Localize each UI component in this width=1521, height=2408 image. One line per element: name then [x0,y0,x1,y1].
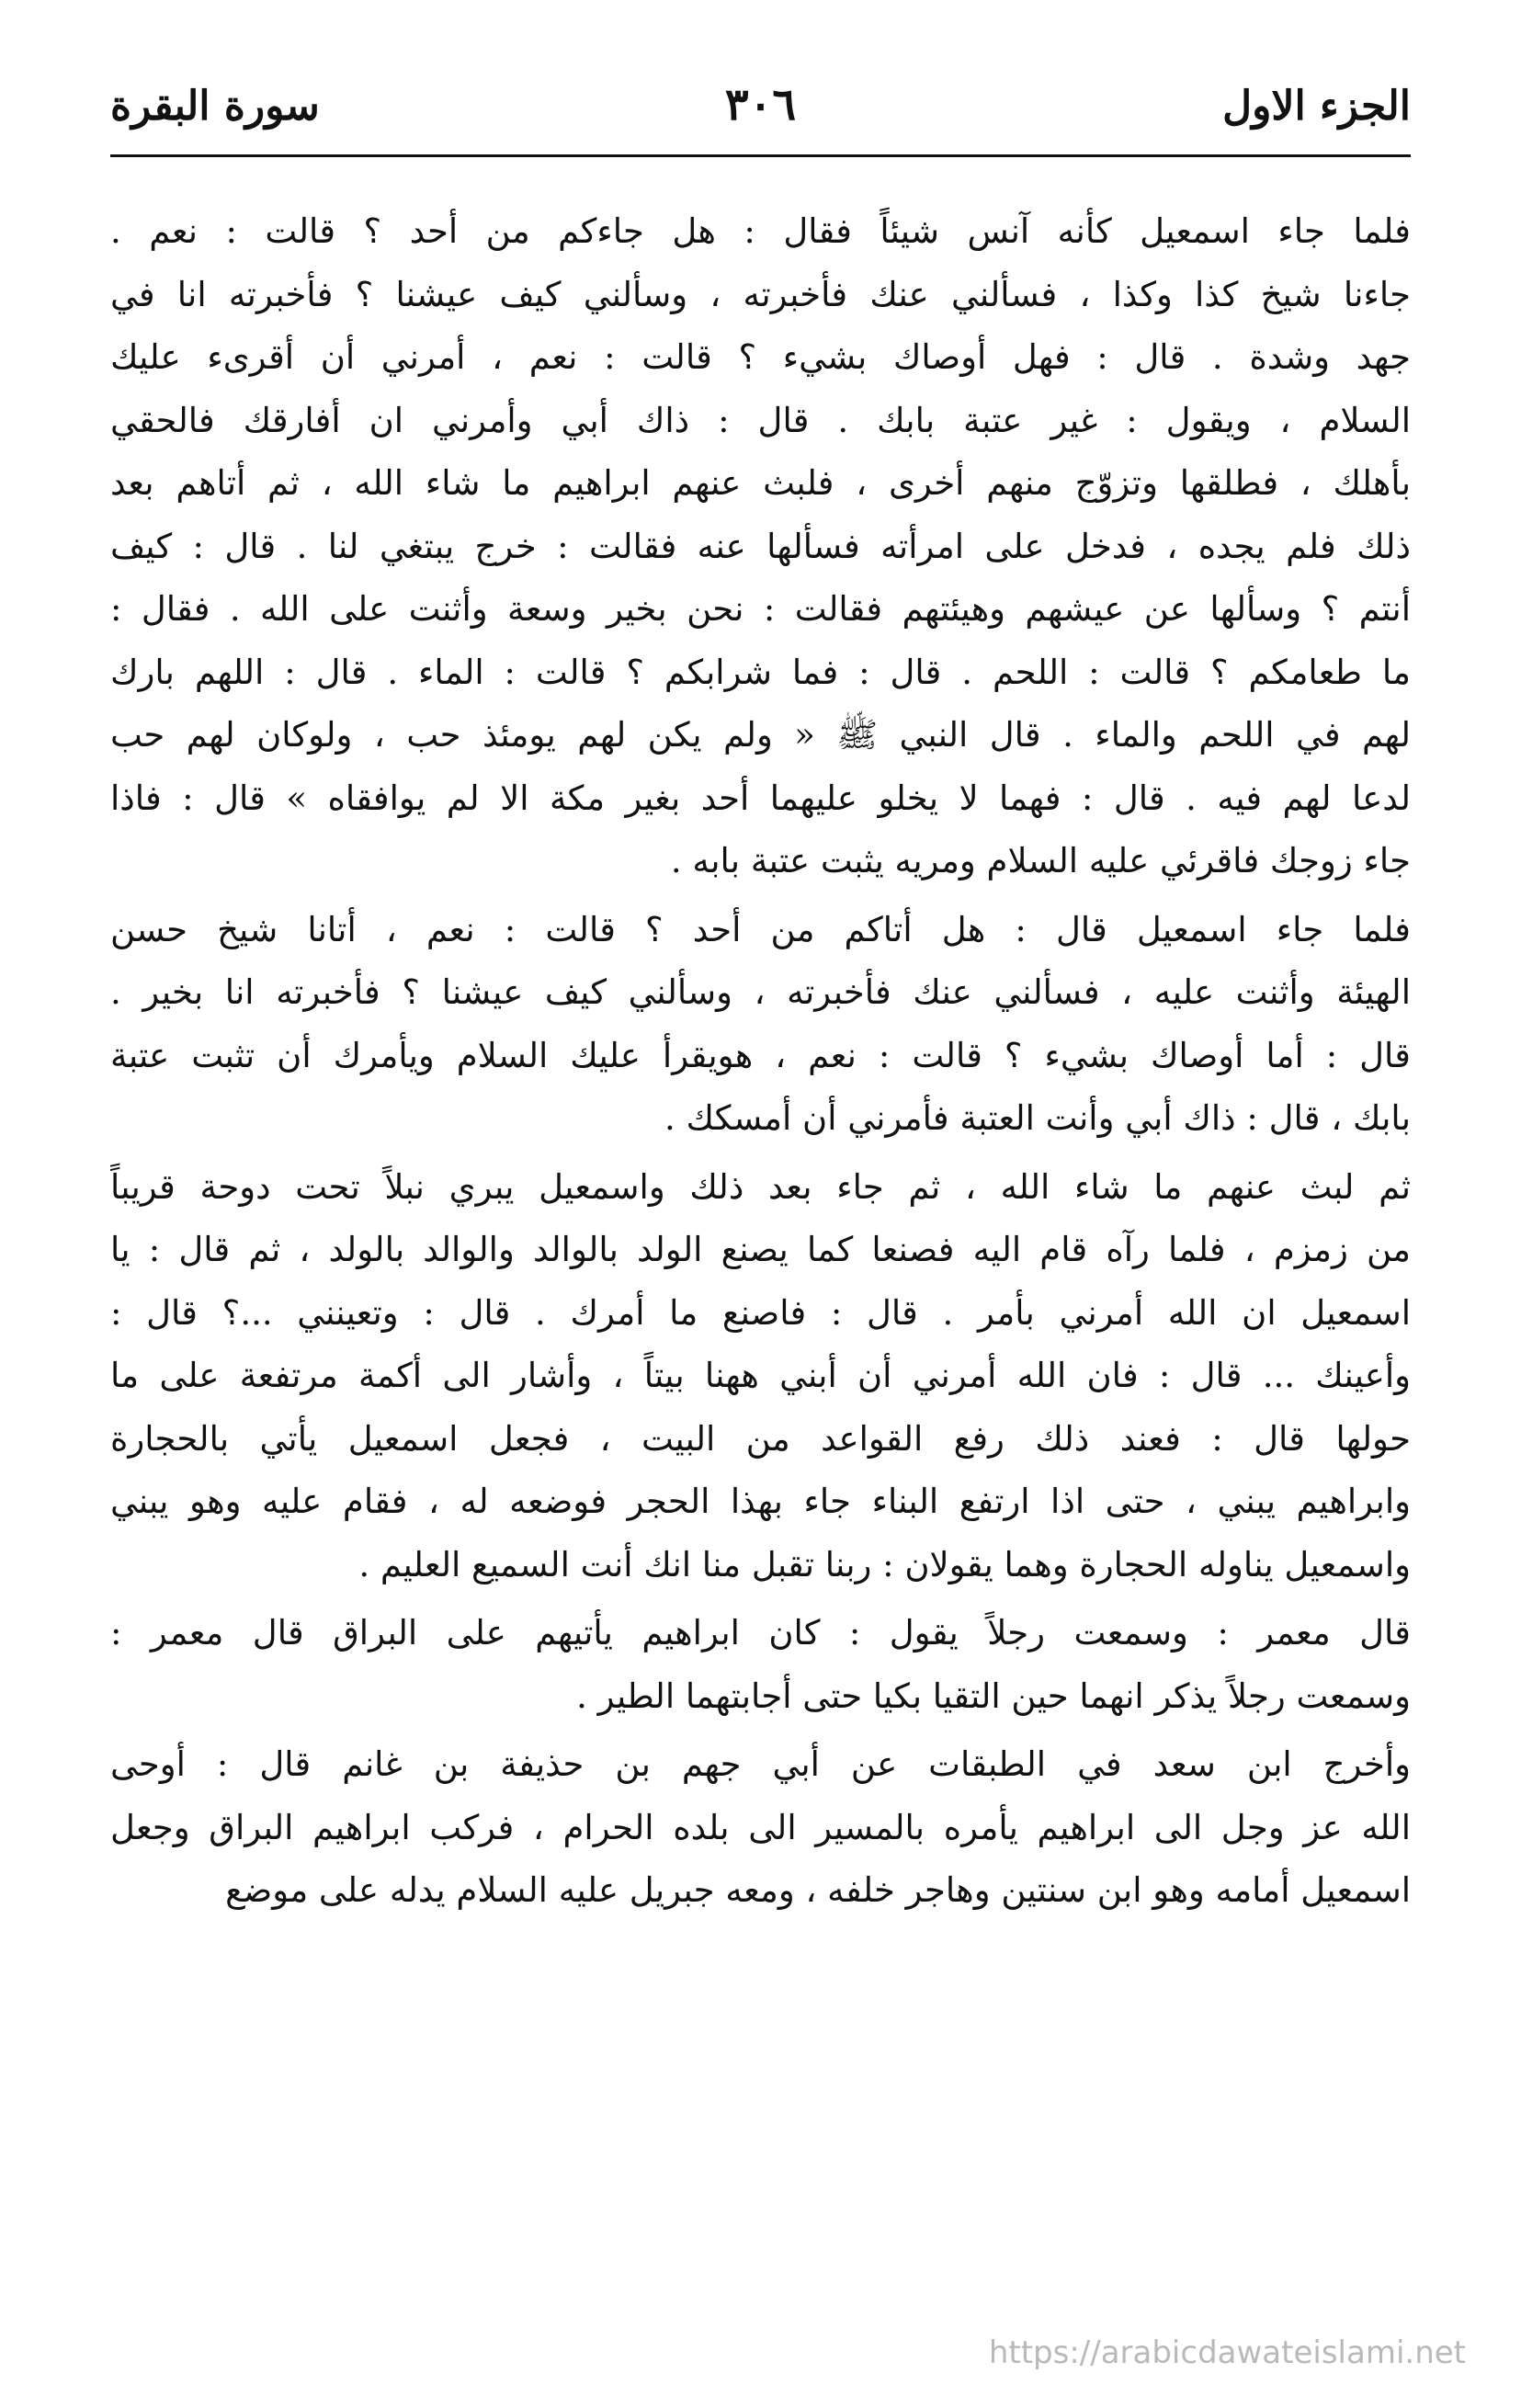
text-line: بأهلك ، فطلقها وتزوّج منهم أخرى ، فلبث عنهم ابراهيم ما شاء الله ، ثم أتاهم بعد [110,463,1411,503]
text-line: فلما جاء اسمعيل كأنه آنس شيئاً فقال : هل جاءكم من أحد ؟ قالت : نعم . [110,211,1411,251]
text-line: وأخرج ابن سعد في الطبقات عن أبي جهم بن حذيفة بن غانم قال : أوحى [110,1744,1411,1784]
paragraph [110,1733,1411,1923]
page-number: ٣٠٦ [724,79,797,131]
text-line: الهيئة وأثنت عليه ، فسألني عنك فأخبرته ، وسألني كيف عيشنا ؟ فأخبرته انا بخير . [110,972,1411,1012]
text-line: قال : أما أوصاك بشيء ؟ قالت : نعم ، هويقرأ عليك السلام ويأمرك أن تثبت عتبة [110,1035,1411,1075]
text-line: أنتم ؟ وسألها عن عيشهم وهيئتهم فقالت : نحن بخير وسعة وأثنت على الله . فقال : [110,589,1411,629]
text-line: وسمعت رجلاً يذكر انهما حين التقيا بكيا حتى أجابتهما الطير . [576,1675,1411,1716]
text-line: جاءنا شيخ كذا وكذا ، فسألني عنك فأخبرته ، وسألني كيف عيشنا ؟ فأخبرته انا في [110,274,1411,314]
text-line: من زمزم ، فلما رآه قام اليه فصنعا كما يصنع الولد بالوالد والوالد بالولد ، ثم قال : يا [110,1230,1411,1269]
text-line: السلام ، ويقول : غير عتبة بابك . قال : ذاك أبي وأمرني ان أفارقك فالحقي [110,400,1411,440]
watermark-url: https://arabicdawateislami.net [988,2334,1466,2371]
page-body [110,200,1411,1928]
text-line: اسمعيل أمامه وهو ابن سنتين وهاجر خلفه ، ومعه جبريل عليه السلام يدله على موضع [225,1870,1411,1910]
text-line: جاء زوجك فاقرئي عليه السلام ومريه يثبت عتبة بابه . [670,841,1411,880]
text-line: لهم في اللحم والماء . قال النبي ﷺ « ولم يكن لهم يومئذ حب ، ولوكان لهم حب [110,715,1411,755]
text-line: ثم لبث عنهم ما شاء الله ، ثم جاء بعد ذلك واسمعيل يبري نبلاً تحت دوحة قريباً [110,1166,1411,1207]
text-line: ذلك فلم يجده ، فدخل على امرأته فسألها عنه فقالت : خرج يبتغي لنا . قال : كيف [110,526,1411,566]
text-line: حولها قال : فعند ذلك رفع القواعد من البيت ، فجعل اسمعيل يأتي بالحجارة [110,1418,1411,1459]
text-line: قال معمر : وسمعت رجلاً يقول : كان ابراهيم يأتيهم على البراق قال معمر : [110,1613,1411,1653]
text-line: الله عز وجل الى ابراهيم يأمره بالمسير الى بلده الحرام ، فركب ابراهيم البراق وجعل [110,1807,1411,1847]
paragraph [110,1602,1411,1728]
paragraph [110,1156,1411,1597]
text-line: فلما جاء اسمعيل قال : هل أتاكم من أحد ؟ قالت : نعم ، أتانا شيخ حسن [110,909,1411,949]
text-line: وابراهيم يبني ، حتى اذا ارتفع البناء جاء بهذا الحجر فوضعه له ، فقام عليه وهو يبني [110,1482,1411,1521]
text-line: وأعينك ... قال : فان الله أمرني أن أبني ههنا بيتاً ، وأشار الى أكمة مرتفعة على ما [110,1356,1411,1395]
text-line: بابك ، قال : ذاك أبي وأنت العتبة فأمرني أن أمسكك . [664,1098,1411,1138]
text-line: جهد وشدة . قال : فهل أوصاك بشيء ؟ قالت : نعم ، أمرني أن أقرىء عليك [110,337,1411,377]
header-divider [110,154,1411,157]
text-line: واسمعيل يناوله الحجارة وهما يقولان : ربنا تقبل منا انك أنت السميع العليم . [358,1544,1411,1585]
text-line: اسمعيل ان الله أمرني بأمر . قال : فاصنع ما أمرك . قال : وتعينني ...؟ قال : [110,1292,1411,1333]
juz-title: الجزء الاول [1222,83,1411,130]
text-line: ما طعامكم ؟ قالت : اللحم . قال : فما شرابكم ؟ قالت : الماء . قال : اللهم بارك [110,652,1411,692]
paragraph [110,200,1411,893]
page-header [110,74,1411,147]
paragraph [110,899,1411,1151]
surah-title: سورة البقرة [110,83,320,130]
text-line: لدعا لهم فيه . قال : فهما لا يخلو عليهما أحد بغير مكة الا لم يوافقاه » قال : فاذا [110,778,1411,818]
